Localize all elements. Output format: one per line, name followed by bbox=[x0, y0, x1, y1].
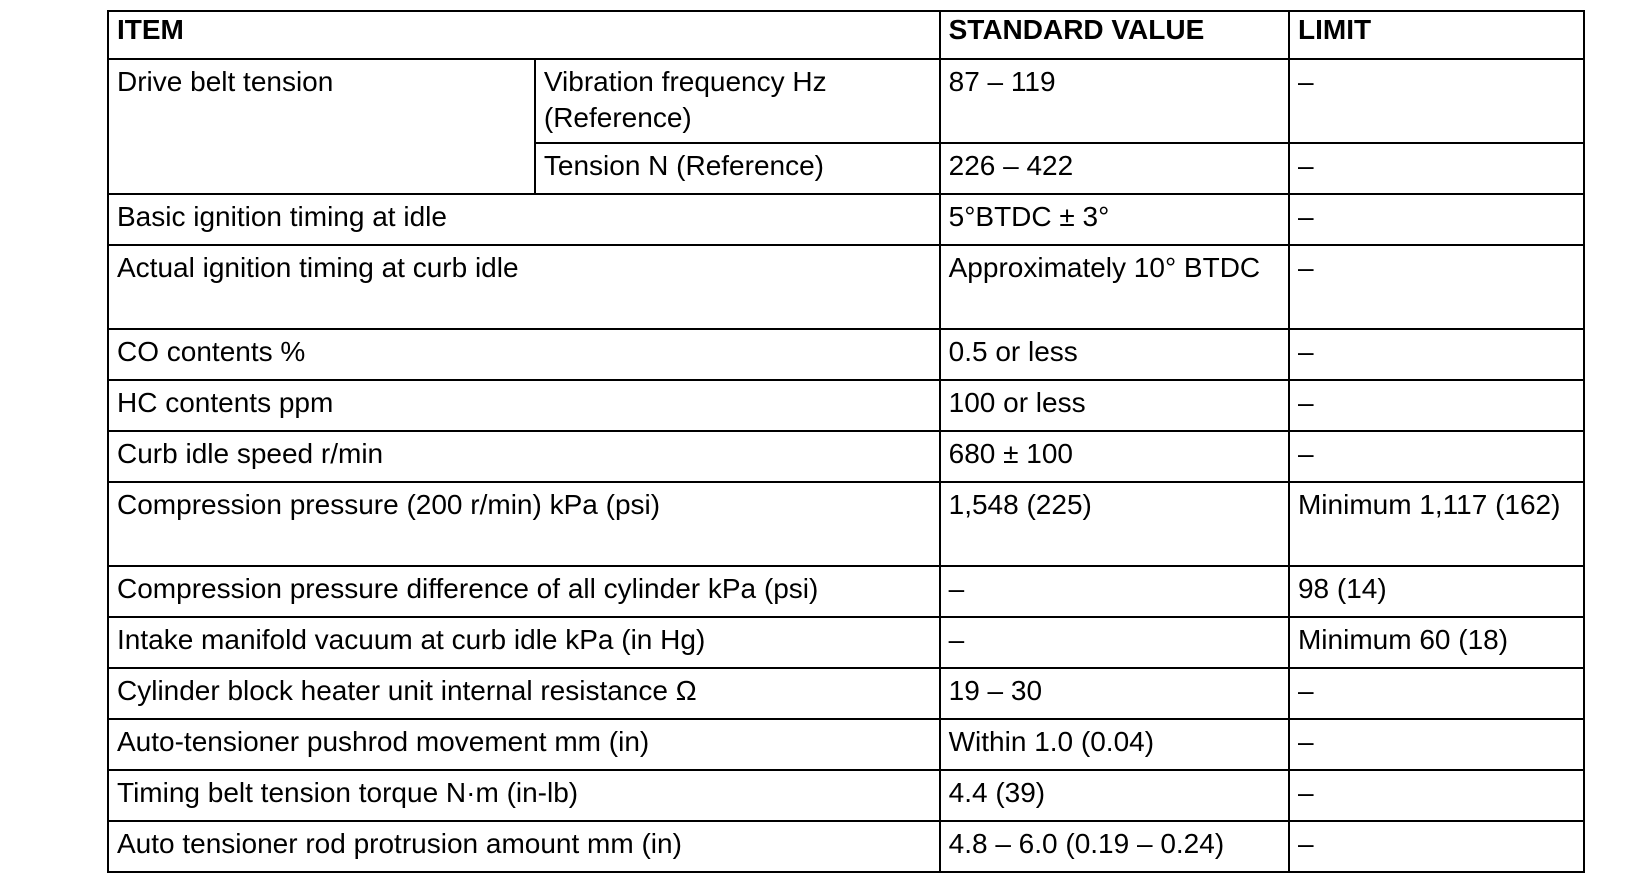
item-cell: Drive belt tension bbox=[108, 59, 535, 194]
limit-cell: – bbox=[1289, 59, 1584, 143]
standard-value-cell: 0.5 or less bbox=[940, 329, 1289, 380]
item-cell: Curb idle speed r/min bbox=[108, 431, 940, 482]
table-row bbox=[108, 617, 1584, 668]
table-row bbox=[108, 482, 1584, 566]
table-row bbox=[108, 245, 1584, 329]
item-cell: Auto-tensioner pushrod movement mm (in) bbox=[108, 719, 940, 770]
standard-value-cell: 4.4 (39) bbox=[940, 770, 1289, 821]
limit-cell: Minimum 1,117 (162) bbox=[1289, 482, 1584, 566]
table-row bbox=[108, 431, 1584, 482]
limit-cell: – bbox=[1289, 431, 1584, 482]
table-row bbox=[108, 59, 1584, 143]
header-limit: LIMIT bbox=[1289, 11, 1584, 59]
table-row bbox=[108, 668, 1584, 719]
item-cell: Cylinder block heater unit internal resistance Ω bbox=[108, 668, 940, 719]
sub-item-cell: Tension N (Reference) bbox=[535, 143, 940, 194]
limit-cell: Minimum 60 (18) bbox=[1289, 617, 1584, 668]
header-row bbox=[108, 11, 1584, 59]
item-cell: Auto tensioner rod protrusion amount mm (in) bbox=[108, 821, 940, 872]
spec-table bbox=[107, 10, 1585, 873]
standard-value-cell: – bbox=[940, 566, 1289, 617]
standard-value-cell: 19 – 30 bbox=[940, 668, 1289, 719]
item-cell: Actual ignition timing at curb idle bbox=[108, 245, 940, 329]
sub-item-cell: Vibration frequency Hz (Reference) bbox=[535, 59, 940, 143]
limit-cell: 98 (14) bbox=[1289, 566, 1584, 617]
item-cell: HC contents ppm bbox=[108, 380, 940, 431]
limit-cell: – bbox=[1289, 821, 1584, 872]
standard-value-cell: – bbox=[940, 617, 1289, 668]
standard-value-cell: 1,548 (225) bbox=[940, 482, 1289, 566]
standard-value-cell: 4.8 – 6.0 (0.19 – 0.24) bbox=[940, 821, 1289, 872]
table-row bbox=[108, 821, 1584, 872]
item-cell: Basic ignition timing at idle bbox=[108, 194, 940, 245]
standard-value-cell: 87 – 119 bbox=[940, 59, 1289, 143]
standard-value-cell: 100 or less bbox=[940, 380, 1289, 431]
limit-cell: – bbox=[1289, 329, 1584, 380]
item-cell: Intake manifold vacuum at curb idle kPa (in Hg) bbox=[108, 617, 940, 668]
table-row bbox=[108, 770, 1584, 821]
item-cell: Compression pressure (200 r/min) kPa (psi) bbox=[108, 482, 940, 566]
limit-cell: – bbox=[1289, 380, 1584, 431]
limit-cell: – bbox=[1289, 245, 1584, 329]
limit-cell: – bbox=[1289, 143, 1584, 194]
standard-value-cell: 680 ± 100 bbox=[940, 431, 1289, 482]
standard-value-cell: Approximately 10° BTDC bbox=[940, 245, 1289, 329]
table-row bbox=[108, 329, 1584, 380]
limit-cell: – bbox=[1289, 194, 1584, 245]
table-row bbox=[108, 719, 1584, 770]
standard-value-cell: 226 – 422 bbox=[940, 143, 1289, 194]
limit-cell: – bbox=[1289, 668, 1584, 719]
table-row bbox=[108, 380, 1584, 431]
standard-value-cell: 5°BTDC ± 3° bbox=[940, 194, 1289, 245]
limit-cell: – bbox=[1289, 719, 1584, 770]
item-cell: CO contents % bbox=[108, 329, 940, 380]
standard-value-cell: Within 1.0 (0.04) bbox=[940, 719, 1289, 770]
item-cell: Timing belt tension torque N·m (in-lb) bbox=[108, 770, 940, 821]
table-row bbox=[108, 566, 1584, 617]
limit-cell: – bbox=[1289, 770, 1584, 821]
item-cell: Compression pressure difference of all cylinder kPa (psi) bbox=[108, 566, 940, 617]
table-row bbox=[108, 194, 1584, 245]
header-item: ITEM bbox=[108, 11, 940, 59]
header-standard-value: STANDARD VALUE bbox=[940, 11, 1289, 59]
